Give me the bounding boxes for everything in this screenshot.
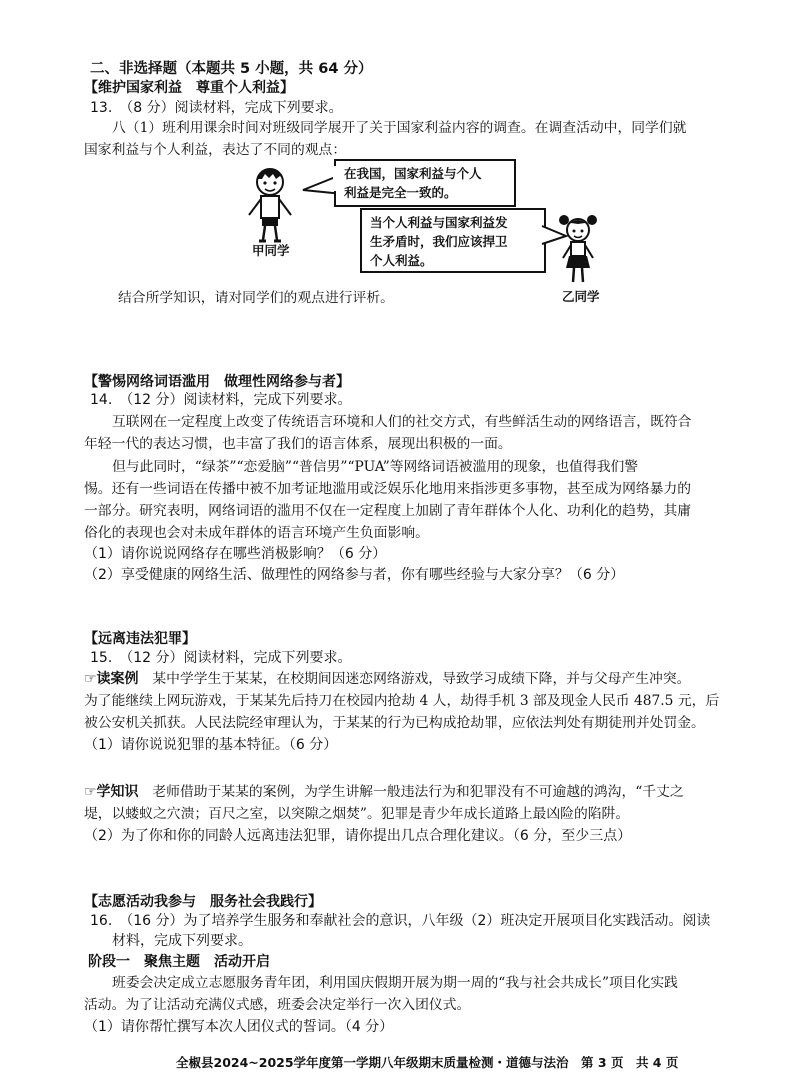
q16-stage: 阶段一 聚焦主题 活动开启 <box>88 954 270 970</box>
bubble-a-line2: 利益是完全一致的。 <box>344 185 457 200</box>
q16-p-line2: 活动。为了让活动充满仪式感，班委会决定举行一次入团仪式。 <box>84 997 471 1013</box>
q15-case-line1 <box>84 670 690 688</box>
q15-title: 15. （12 分）阅读材料，完成下列要求。 <box>90 650 352 666</box>
girl-student-icon <box>553 210 603 290</box>
q14-p2-line3: 一部分。研究表明，网络词语的滥用不仅在一定程度上加剧了青年群体个人化、功利化的趋势，其庸 <box>84 503 692 519</box>
q15-topic: 【远离违法犯罪】 <box>84 631 196 647</box>
q14-p1-line2: 年轻一代的表达习惯，也丰富了我们的语言体系，展现出积极的一面。 <box>84 436 512 452</box>
bubble-b-line1: 当个人利益与国家利益发 <box>370 215 508 230</box>
q14-p2-line1: 但与此同时，“绿茶”“恋爱脑”“普信男”“PUA”等网络词语被滥用的现象，也值得我们警 <box>112 459 639 475</box>
q13-task: 结合所学知识，请对同学们的观点进行评析。 <box>118 290 394 306</box>
student-b-label: 乙同学 <box>562 289 600 304</box>
q15-sub1: （1）请你说说犯罪的基本特征。（6 分） <box>84 737 338 753</box>
page-footer: 全椒县2024~2025学年度第一学期八年级期末质量检测・道德与法治 第 3 页 共 4 页 <box>176 1055 679 1070</box>
case-label: ☞读案例 <box>84 671 139 687</box>
student-a-label: 甲同学 <box>252 243 290 258</box>
speech-bubble-b <box>360 208 546 273</box>
q14-title: 14. （12 分）阅读材料，完成下列要求。 <box>90 392 352 408</box>
section-header: 二、非选择题（本题共 5 小题，共 64 分） <box>90 61 373 77</box>
q14-p1-line1: 互联网在一定程度上改变了传统语言环境和人们的社交方式，有些鲜活生动的网络语言，既符合 <box>112 414 692 430</box>
q13-title: 13. （8 分）阅读材料，完成下列要求。 <box>90 100 343 116</box>
case-text-1: 某中学学生于某某，在校期间因迷恋网络游戏，导致学习成绩下降，并与父母产生冲突。 <box>138 671 691 687</box>
q16-sub1: （1）请你帮忙撰写本次人团仪式的誓词。（4 分） <box>84 1019 394 1035</box>
know-label: ☞学知识 <box>84 784 139 800</box>
bubble-b-line3: 个人利益。 <box>370 253 433 268</box>
q16-topic: 【志愿活动我参与 服务社会我践行】 <box>84 894 322 910</box>
q14-p2-line2: 惕。还有一些词语在传播中被不加考证地滥用或泛娱乐化地用来指涉更多事物，甚至成为网络暴力的 <box>84 481 692 497</box>
bubble-a-tail-cover <box>328 164 340 194</box>
q13-para-line2: 国家利益与个人利益，表达了不同的观点： <box>84 142 347 158</box>
q14-sub1: （1）请你说说网络存在哪些消极影响？（6 分） <box>84 546 387 562</box>
q13-topic: 【维护国家利益 尊重个人利益】 <box>84 80 294 96</box>
speech-bubble-a <box>334 159 516 207</box>
q16-title-line2: 材料，完成下列要求。 <box>112 933 252 949</box>
q16-title-line1: 16. （16 分）为了培养学生服务和奉献社会的意识，八年级（2）班决定开展项目化实践活动。阅读 <box>90 913 711 929</box>
q13-para-line1: 八（1）班利用课余时间对班级同学展开了关于国家利益内容的调查。在调查活动中，同学们就 <box>112 120 687 136</box>
q15-sub2: （2）为了你和你的同龄人远离违法犯罪，请你提出几点合理化建议。（6 分，至少三点） <box>84 828 632 844</box>
boy-student-icon <box>240 165 300 245</box>
bubble-b-line2: 生矛盾时，我们应该捍卫 <box>370 234 508 249</box>
q14-topic: 【警惕网络词语滥用 做理性网络参与者】 <box>84 374 350 390</box>
q15-case-line3: 被公安机关抓获。人民法院经审理认为，于某某的行为已构成抢劫罪，应依法判处有期徒刑并处罚金。 <box>84 715 705 731</box>
q15-know-line1 <box>84 783 684 801</box>
q15-know-line2: 堤，以蝼蚁之穴溃；百尺之室，以突隙之烟焚”。犯罪是青少年成长道路上最凶险的陷阱。 <box>84 806 630 822</box>
know-text-1: 老师借助于某某的案例，为学生讲解一般违法行为和犯罪没有不可逾越的鸿沟，“千丈之 <box>138 784 684 800</box>
q15-case-line2: 为了能继续上网玩游戏，于某某先后持刀在校园内抢劫 4 人，劫得手机 3 部及现金人民币 487.5 元，后 <box>84 693 720 709</box>
q14-sub2: （2）享受健康的网络生活、做理性的网络参与者，你有哪些经验与大家分享？（6 分） <box>84 567 625 583</box>
bubble-a-line1: 在我国，国家利益与个人 <box>344 166 482 181</box>
q16-p-line1: 班委会决定成立志愿服务青年团，利用国庆假期开展为期一周的“我与社会共成长”项目化实践 <box>112 975 678 991</box>
q14-p2-line4: 俗化的表现也会对未成年群体的语言环境产生负面影响。 <box>84 525 429 541</box>
